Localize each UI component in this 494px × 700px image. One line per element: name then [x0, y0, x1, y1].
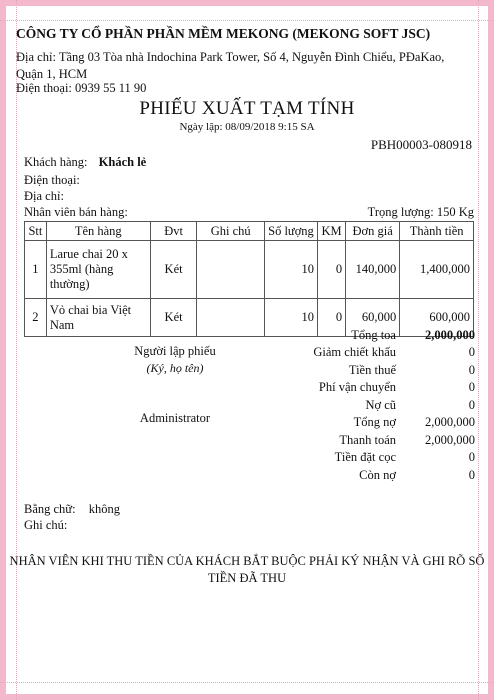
staff-label: Nhân viên bán hàng: [24, 205, 128, 219]
summary-label-remaining: Còn nợ [359, 468, 396, 482]
customer-row [24, 155, 146, 170]
summary-label-tax: Tiền thuế [348, 363, 396, 377]
cell-note [197, 241, 265, 299]
cell-note [197, 299, 265, 337]
cell-total: 600,000 [400, 299, 474, 337]
cell-stt: 1 [25, 241, 47, 299]
cell-name: Larue chai 20 x 355ml (hàng thường) [46, 241, 150, 299]
customer-name: Khách lẻ [98, 155, 147, 169]
summary-label-total-debt: Tổng nợ [353, 415, 396, 429]
in-words-row [24, 502, 120, 517]
note-label: Ghi chú: [24, 518, 68, 532]
summary-value-tax: 0 [468, 363, 475, 377]
customer-phone-label: Điện thoại: [24, 173, 80, 187]
company-address: Địa chỉ: Tầng 03 Tòa nhà Indochina Park Tower, Số 4, Nguyễn Đình Chiểu, PĐaKao, Quận 1, HCM [16, 50, 445, 81]
cell-price: 60,000 [346, 299, 400, 337]
table-header-row [25, 222, 474, 241]
col-header-total: Thành tiền [400, 222, 474, 241]
cell-unit: Két [150, 241, 197, 299]
company-name: CÔNG TY CỔ PHẦN PHẦN MỀM MEKONG (MEKONG SOFT JSC) [16, 26, 431, 41]
summary-value-shipping: 0 [468, 380, 475, 394]
margin-guide-top [0, 20, 494, 21]
summary-value-deposit: 0 [468, 450, 475, 464]
col-header-unit: Đvt [150, 222, 197, 241]
cell-km: 0 [317, 299, 345, 337]
summary-label-shipping: Phí vận chuyển [318, 380, 396, 394]
items-table [24, 221, 474, 337]
summary-label-deposit: Tiền đặt cọc [334, 450, 396, 464]
cell-km: 0 [317, 241, 345, 299]
summary-value-total: 2,000,000 [425, 328, 475, 342]
customer-address-label: Địa chỉ: [24, 189, 64, 203]
weight-text: Trọng lượng: 150 Kg [367, 205, 474, 219]
cell-total: 1,400,000 [400, 241, 474, 299]
summary-label-total: Tổng toa [351, 328, 396, 342]
payment-notice: NHÂN VIÊN KHI THU TIỀN CỦA KHÁCH BẮT BUỘC PHẢI KÝ NHẬN VÀ GHI RÕ SỐ TIỀN ĐÃ THU [9, 554, 485, 585]
summary-value-old-debt: 0 [468, 398, 475, 412]
signer-title: Người lập phiếu [134, 344, 216, 358]
summary-value-discount: 0 [468, 345, 475, 359]
cell-stt: 2 [25, 299, 47, 337]
col-header-qty: Số lượng [264, 222, 317, 241]
cell-name: Vỏ chai bia Việt Nam [46, 299, 150, 337]
margin-guide-bottom [0, 682, 494, 683]
document-date: Ngày lập: 08/09/2018 9:15 SA [179, 121, 315, 133]
summary-value-total-debt: 2,000,000 [425, 415, 475, 429]
summary-value-paid: 2,000,000 [425, 433, 475, 447]
summary-label-discount: Giảm chiết khấu [313, 345, 396, 359]
col-header-price: Đơn giá [346, 222, 400, 241]
cell-unit: Két [150, 299, 197, 337]
summary-label-old-debt: Nợ cũ [365, 398, 396, 412]
summary-label-paid: Thanh toán [339, 433, 396, 447]
col-header-note: Ghi chú [197, 222, 265, 241]
col-header-stt: Stt [25, 222, 47, 241]
col-header-km: KM [317, 222, 345, 241]
col-header-name: Tên hàng [46, 222, 150, 241]
in-words-value: không [88, 502, 120, 516]
cell-price: 140,000 [346, 241, 400, 299]
document-title: PHIẾU XUẤT TẠM TÍNH [139, 98, 355, 119]
summary-value-remaining: 0 [468, 468, 475, 482]
signer-name: Administrator [139, 411, 211, 425]
table-row [25, 241, 474, 299]
cell-qty: 10 [264, 241, 317, 299]
company-phone: Điện thoại: 0939 55 11 90 [16, 81, 147, 95]
in-words-label: Bằng chữ: [24, 502, 76, 516]
customer-label: Khách hàng: [24, 155, 88, 169]
cell-qty: 10 [264, 299, 317, 337]
document-code: PBH00003-080918 [370, 137, 472, 152]
signer-hint: (Ký, họ tên) [146, 361, 204, 375]
